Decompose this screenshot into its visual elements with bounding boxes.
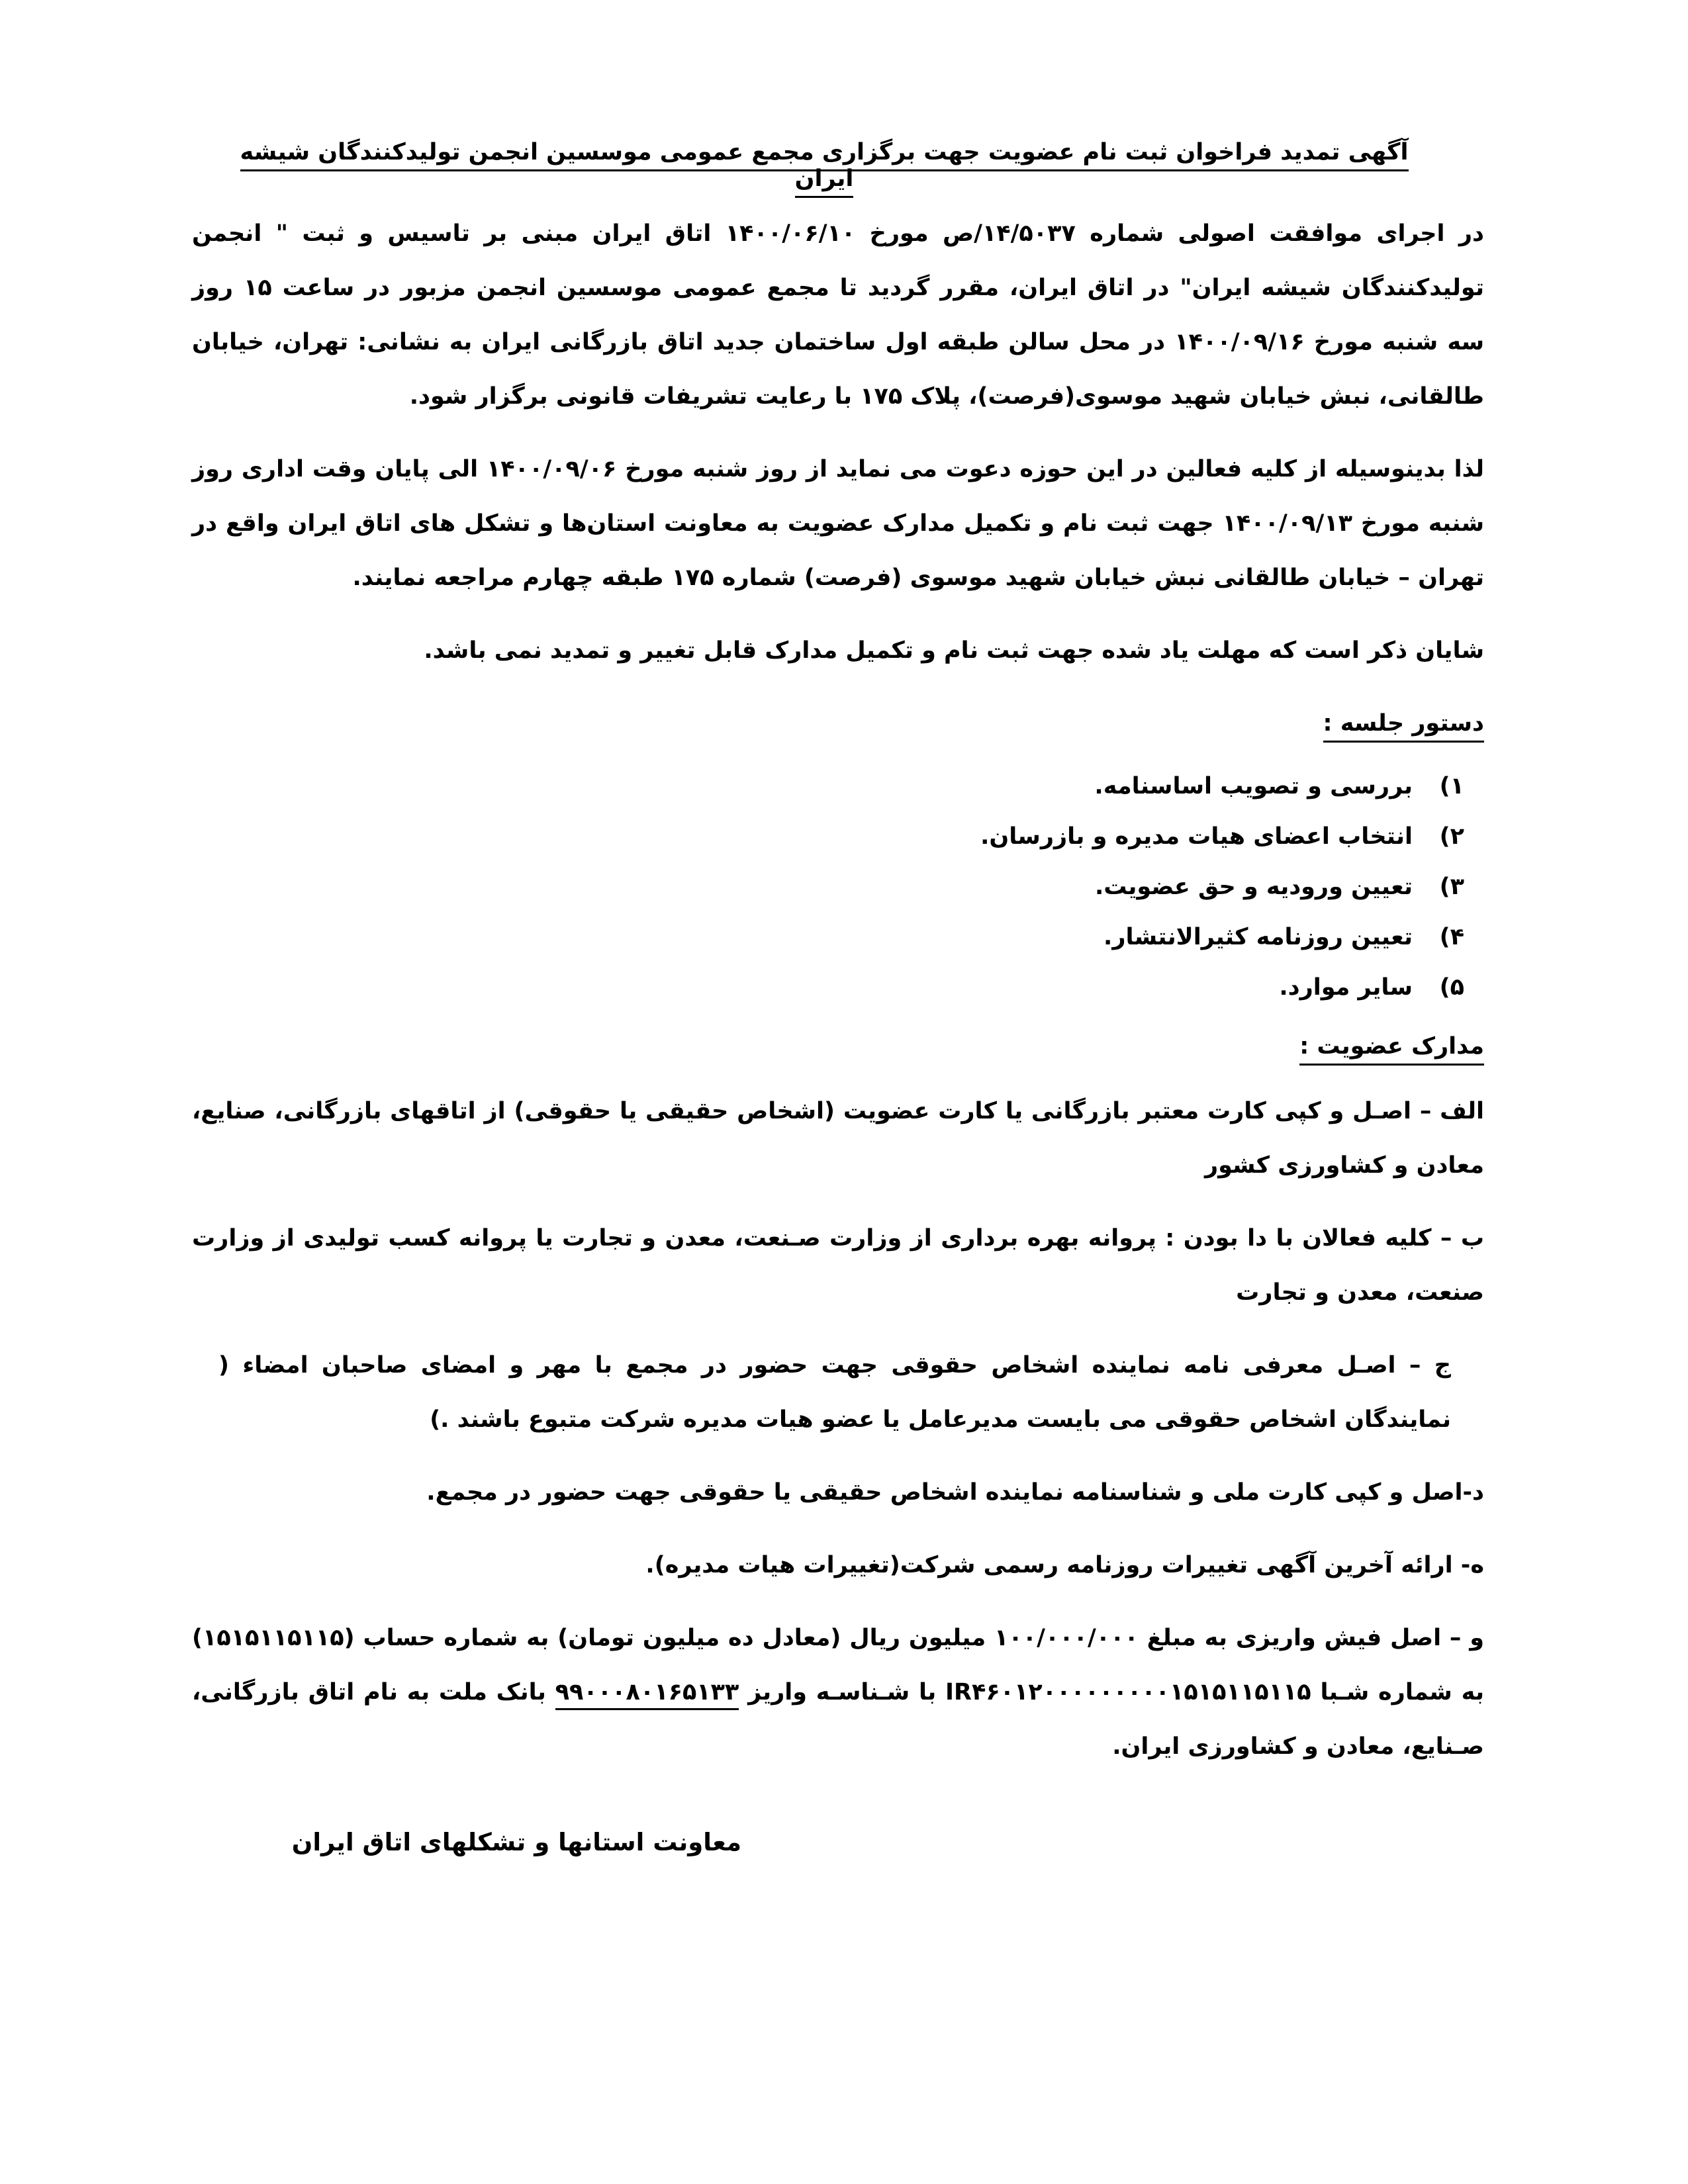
agenda-item-number: ۳): [1439, 874, 1464, 900]
paragraph-approval: در اجرای موافقت اصولی شماره ۱۴/۵۰۳۷/ص مورخ ۱۴۰۰/۰۶/۱۰ اتاق ایران مبنی بر تاسیس و ثبت " انجمن تولیدکنندگان شیشه ایران" در اتاق ایران، مقرر گردید تا مجمع عمومی موسسین انجمن مزبور در ساعت ۱۵ روز سه شنبه مورخ ۱۴۰۰/۰۹/۱۶ در محل سالن طبقه اول ساختمان جدید اتاق بازرگانی ایران به نشانی: تهران، خیابان طالقانی، نبش خیابان شهید موسوی(فرصت)، پلاک ۱۷۵ با رعایت تشریفات قانونی برگزار شود.: [192, 220, 1485, 410]
payment-details-text: و – اصل فیش واریزی به مبلغ ۱۰۰/۰۰۰/۰۰۰ میلیون ریال (معادل ده میلیون تومان) به شماره حساب (۱۵۱۵۱۱۵۱۱۵) به شماره شـبا IR۴۶۰۱۲۰۰۰۰۰۰۰۰۰۱۵۱۵۱۱۵۱۱۵ با شـناسـه واریز: [192, 1625, 1485, 1706]
agenda-item: [192, 761, 1464, 811]
payment-id: ۹۹۰۰۰۸۰۱۶۵۱۳۳: [555, 1679, 739, 1710]
payment-bank-text: بانک ملت به نام اتاق بازرگانی، صـنایع، معادن و کشاورزی ایران.: [192, 1679, 1484, 1760]
agenda-item-text: انتخاب اعضای هیات مدیره و بازرسان.: [980, 823, 1413, 850]
agenda-item: [192, 811, 1464, 862]
documents-heading-text: مدارک عضویت :: [1299, 1033, 1484, 1066]
agenda-item-number: ۱): [1439, 773, 1464, 799]
agenda-heading: [192, 696, 1484, 751]
document-title: [238, 139, 1410, 192]
agenda-item: [192, 862, 1464, 912]
agenda-item: [192, 962, 1464, 1013]
agenda-item-text: سایر موارد.: [1279, 974, 1413, 1001]
agenda-heading-text: دستور جلسه :: [1323, 710, 1484, 743]
paragraph-invitation: لذا بدینوسیله از کلیه فعالین در این حوزه دعوت می نماید از روز شنبه مورخ ۱۴۰۰/۰۹/۰۶ الی پایان وقت اداری روز شنبه مورخ ۱۴۰۰/۰۹/۱۳ جهت ثبت نام و تکمیل مدارک عضویت به معاونت استان‌ها و تشکل های اتاق ایران واقع در تهران – خیابان طالقانی نبش خیابان شهید موسوی (فرصت) شماره ۱۷۵ طبقه چهارم مراجعه نمایند.: [192, 456, 1484, 591]
document-item-d: د-اصل و کپی کارت ملی و شناسنامه نماینده اشخاص حقیقی یا حقوقی جهت حضور در مجمع.: [426, 1479, 1484, 1506]
agenda-list: [192, 761, 1484, 1013]
agenda-item-number: ۲): [1439, 823, 1464, 850]
document-item-a: الف – اصـل و کپی کارت معتبر بازرگانی یا کارت عضویت (اشخاص حقیقی یا حقوقی) از اتاقهای بازرگانی، صنایع، معادن و کشاورزی کشور: [192, 1098, 1484, 1179]
document-item-b: ب – کلیه فعالان با دا بودن : پروانه بهره برداری از وزارت صـنعت، معدن و تجارت یا پروانه کسب تولیدی از وزارت صنعت، معدن و تجارت: [192, 1225, 1484, 1306]
document-title-text: آگهی تمدید فراخوان ثبت نام عضویت جهت برگزاری مجمع عمومی موسسین انجمن تولیدکنندگان شیشه ایران: [240, 139, 1409, 198]
document-body: [192, 206, 1484, 1792]
document-item-f: [192, 1611, 1484, 1774]
agenda-item-number: ۵): [1439, 974, 1464, 1001]
agenda-item: [192, 912, 1464, 962]
agenda-item-text: بررسی و تصویب اساسنامه.: [1094, 773, 1413, 799]
document-item-e: ه- ارائه آخرین آگهی تغییرات روزنامه رسمی شرکت(تغییرات هیات مدیره).: [645, 1552, 1484, 1578]
agenda-item-number: ۴): [1439, 924, 1464, 950]
documents-heading: [192, 1019, 1484, 1073]
agenda-item-text: تعیین روزنامه کثیرالانتشار.: [1103, 924, 1413, 950]
signature-block: معاونت استانها و تشکلهای اتاق ایران: [291, 1828, 741, 1856]
paragraph-deadline-note: شایان ذکر است که مهلت یاد شده جهت ثبت نام و تکمیل مدارک قابل تغییر و تمدید نمی باشد.: [424, 637, 1484, 664]
agenda-item-text: تعیین ورودیه و حق عضویت.: [1094, 874, 1413, 900]
document-item-c: ج – اصـل معرفی نامه نماینده اشخاص حقوقی جهت حضور در مجمع با مهر و امضای صاحبان امضاء ( نمایندگان اشخاص حقوقی می بایست مدیرعامل یا عضو هیات مدیره شرکت متبوع باشند .): [218, 1352, 1451, 1433]
